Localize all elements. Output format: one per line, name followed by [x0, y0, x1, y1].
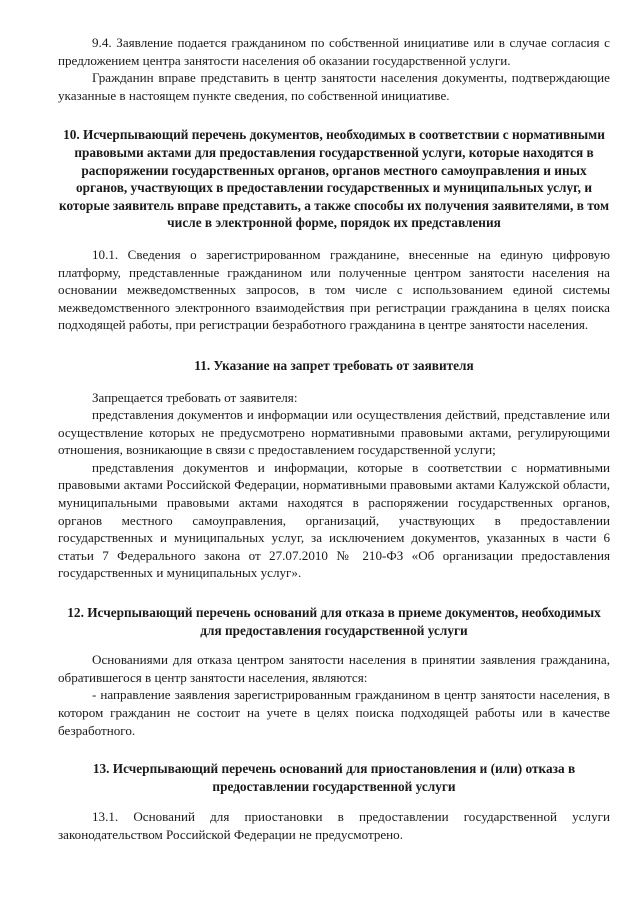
section-10-heading — [58, 126, 610, 232]
paragraph-13-1: 13.1. Оснований для приостановки в предоставлении государственной услуги законодательством Российской Федерации не предусмотрено. — [58, 809, 610, 842]
paragraph-12-1: Основаниями для отказа центром занятости населения в принятии заявления гражданина, обратившегося в центр занятости населения, являются: — [58, 652, 610, 685]
section-12-heading: 12. Исчерпывающий перечень оснований для отказа в приеме документов, необходимых для предоставления государственной услуги — [67, 605, 601, 638]
paragraph-10-1: 10.1. Сведения о зарегистрированном гражданине, внесенные на единую цифровую платформу, представленные гражданином или полученные центром занятости населения на основании межведомственных запросов, в том числе с использованием единой системы межведомственного электронного взаимодействия при регистрации гражданина в целях поиска подходящей работы, при регистрации безработного гражданина в центре занятости населения. — [58, 246, 610, 333]
paragraph-9-4: 9.4. Заявление подается гражданином по собственной инициативе или в случае согласия с предложением центра занятости населения об оказании государственной услуги. — [58, 35, 610, 68]
section-13-heading: 13. Исчерпывающий перечень оснований для приостановления и (или) отказа в предоставлении государственной услуги — [92, 761, 576, 794]
paragraph-9-4-optional-docs: Гражданин вправе представить в центр занятости населения документы, подтверждающие указанные в настоящем пункте сведения, по собственной инициативе. — [58, 70, 610, 103]
document-page — [58, 34, 610, 844]
paragraph-11-item-1: представления документов и информации или осуществления действий, представление или осуществление которых не предусмотрено нормативными правовыми актами, регулирующими отношения, возникающие в связи с предоставлением государственной услуги; — [58, 407, 610, 458]
section-11-heading: 11. Указание на запрет требовать от заявителя — [194, 357, 474, 373]
paragraph-12-item-1: - направление заявления зарегистрированным гражданином в центр занятости населения, в котором гражданин не состоит на учете в целях поиска подходящей работы или в качестве безработного. — [58, 687, 610, 738]
paragraph-11-item-2: представления документов и информации, которые в соответствии с нормативными правовыми актами Российской Федерации, нормативными правовыми актами Калужской области, муниципальными правовыми актами находятся в распоряжении государственных органов, органов местного самоуправления, организаций, участвующих в предоставлении государственных и муниципальных услуг, за исключением документов, указанных в части 6 статьи 7 Федерального закона от 27.07.2010 № 210-ФЗ «Об организации предоставления государственных и муниципальных услуг». — [58, 459, 610, 581]
section-10-heading-text: 10. Исчерпывающий перечень документов, необходимых в соответствии с нормативными правовыми актами для предоставления государственной услуги, которые находятся в распоряжении государственных органов, органов местного самоуправления и иных органов, участвующих в предоставлении государственных и муниципальных услуг, и которые заявитель вправе представить, а также способы их получения заявителями, в том числе в электронной форме, порядок их представления — [58, 127, 610, 231]
paragraph-11-intro: Запрещается требовать от заявителя: — [92, 389, 298, 405]
